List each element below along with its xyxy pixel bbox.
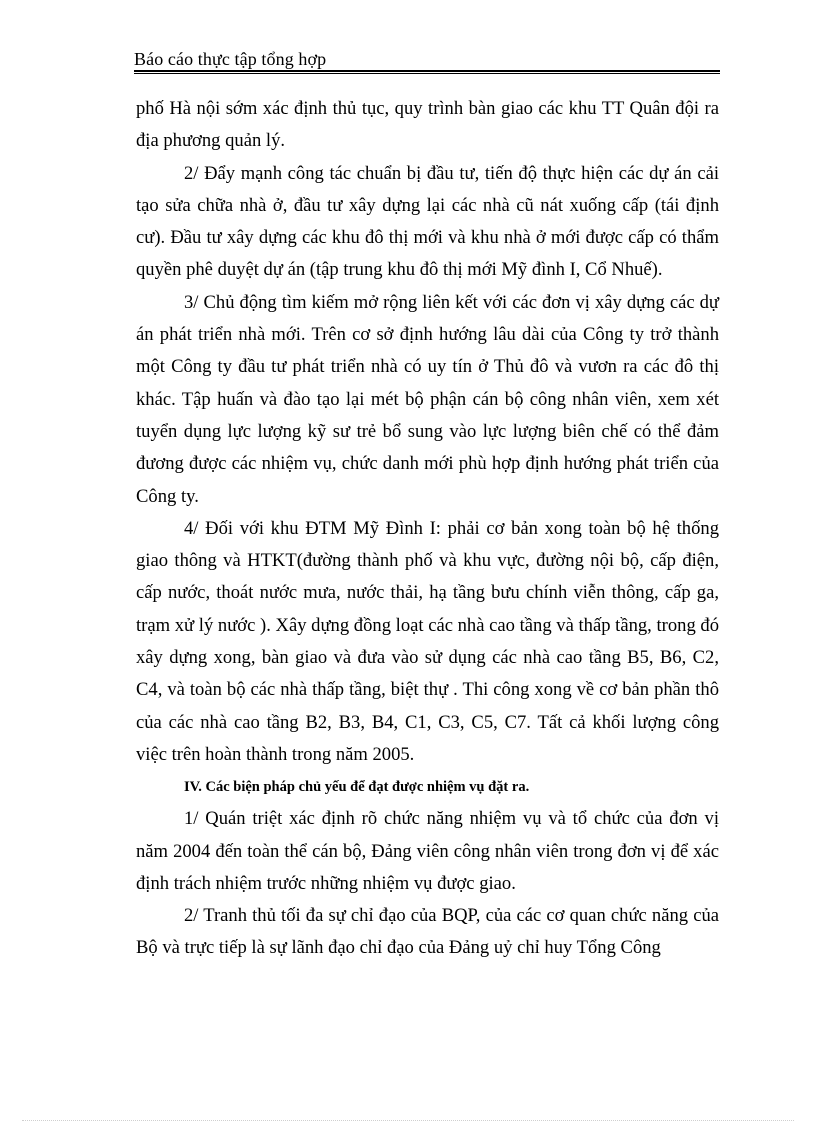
section-heading-iv: IV. Các biện pháp chủ yếu để đạt được nhiệm vụ đặt ra.	[184, 779, 530, 796]
paragraph-measure-1: 1/ Quán triệt xác định rõ chức năng nhiệm vụ và tổ chức của đơn vị năm 2004 đến toàn thể cán bộ, Đảng viên công nhân viên trong đơn vị để xác định trách nhiệm trước những nhiệm vụ được giao.	[136, 808, 719, 894]
page-header	[134, 49, 720, 74]
header-rule	[134, 70, 720, 74]
header-title: Báo cáo thực tập tổng hợp	[134, 49, 327, 69]
paragraph-item-4: 4/ Đối với khu ĐTM Mỹ Đình I: phải cơ bản xong toàn bộ hệ thống giao thông và HTKT(đường thành phố và khu vực, đường nội bộ, cấp điện, cấp nước, thoát nước mưa, nước thải, hạ tầng bưu chính viễn thông, cấp ga, trạm xử lý nước ). Xây dựng đồng loạt các nhà cao tầng và thấp tầng, trong đó xây dựng xong, bàn giao và đưa vào sử dụng các nhà cao tầng B5, B6, C2, C4, và toàn bộ các nhà thấp tầng, biệt thự . Thi công xong về cơ bản phần thô của các nhà cao tầng B2, B3, B4, C1, C3, C5, C7. Tất cả khối lượng công việc trên hoàn thành trong năm 2005.	[136, 517, 719, 765]
page-bottom-divider	[22, 1120, 794, 1121]
paragraph-measure-2: 2/ Tranh thủ tối đa sự chỉ đạo của BQP, của các cơ quan chức năng của Bộ và trực tiếp là sự lãnh đạo chỉ đạo của Đảng uỷ chỉ huy Tổng Công	[136, 905, 719, 959]
paragraph-continuation: phố Hà nội sớm xác định thủ tục, quy trình bàn giao các khu TT Quân đội ra địa phương quản lý.	[136, 98, 719, 152]
paragraph-item-3: 3/ Chủ động tìm kiếm mở rộng liên kết với các đơn vị xây dựng các dự án phát triển nhà mới. Trên cơ sở định hướng lâu dài của Công ty trở thành một Công ty đầu tư phát triển nhà có uy tín ở Thủ đô và vươn ra các đô thị khác. Tập huấn và đào tạo lại mét bộ phận cán bộ công nhân viên, xem xét tuyển dụng lực lượng kỹ sư trẻ bổ sung vào lực lượng biên chế có thể đảm đương được các nhiệm vụ, chức danh mới phù hợp định hướng phát triển của Công ty.	[136, 291, 719, 507]
document-body	[136, 93, 719, 965]
paragraph-item-2: 2/ Đẩy mạnh công tác chuẩn bị đầu tư, tiến độ thực hiện các dự án cải tạo sửa chữa nhà ở, đầu tư xây dựng lại các nhà cũ nát xuống cấp (tái định cư). Đầu tư xây dựng các khu đô thị mới và khu nhà ở mới được cấp có thẩm quyền phê duyệt dự án (tập trung khu đô thị mới Mỹ đình I, Cổ Nhuế).	[136, 162, 719, 281]
